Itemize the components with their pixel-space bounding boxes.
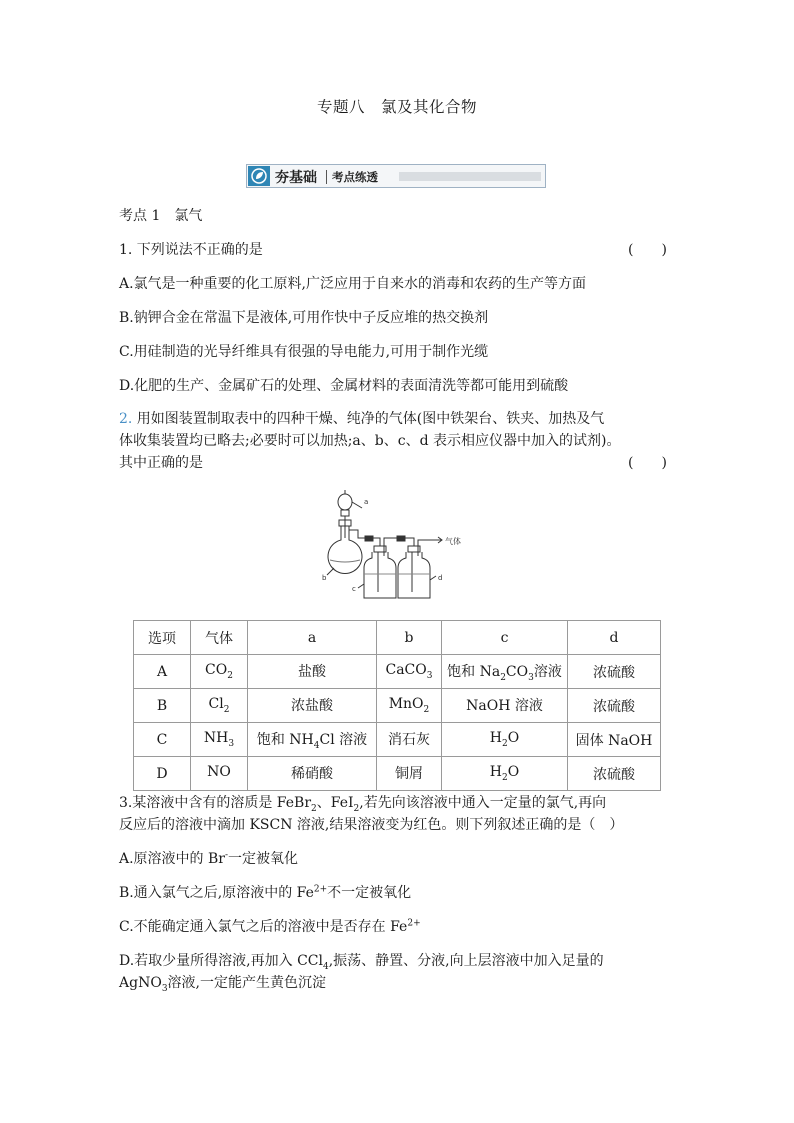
cell-d: 浓硫酸 [568,757,661,791]
label-c: c [352,585,356,593]
banner-bar [399,172,541,181]
q2-stem-line1: 2. 用如图装置制取表中的四种干燥、纯净的气体(图中铁架台、铁夹、加热及气 [119,411,605,427]
label-gas: 气体 [445,537,461,546]
q1-option-c: C.用硅制造的光导纤维具有很强的导电能力,可用于制作光缆 [119,344,489,360]
cell-a: 盐酸 [248,655,377,689]
cell-option: D [134,757,191,791]
header-gas: 气体 [191,621,248,655]
cell-b: MnO$_2$ [377,689,442,723]
cell-a: 饱和 $NH_4Cl$ 溶液 [248,723,377,757]
cell-a: 稀硝酸 [248,757,377,791]
q2-answer-paren: ( ) [628,455,667,471]
cell-option: A [134,655,191,689]
q2-number: 2. [119,411,133,427]
label-d: d [438,574,443,582]
table-row [134,757,661,791]
q2-stem-line3: 其中正确的是 [119,455,203,471]
q3-option-d-line2: AgNO$_3$溶液,一定能产生黄色沉淀 [119,975,326,994]
cell-option: C [134,723,191,757]
table-row [134,689,661,723]
banner-main-label: 夯基础 [275,170,317,186]
gas-washing-bottle-c [364,552,396,598]
section-heading: 考点 1 氯气 [119,208,203,224]
q1-option-b: B.钠钾合金在常温下是液体,可用作快中子反应堆的热交换剂 [119,310,489,326]
q3-option-c: C.不能确定通入氯气之后的溶液中是否存在 $Fe^{2+}$ [119,918,421,935]
q3-stem-line1: 3.某溶液中含有的溶质是 FeBr$_2$、FeI$_2$,若先向该溶液中通入一定量的氯气,再向 [119,795,607,814]
cell-b: 铜屑 [377,757,442,791]
cell-d: 浓硫酸 [568,689,661,723]
cell-gas: $NH_3$ [191,723,248,757]
q3-option-b: B.通入氯气之后,原溶液中的 $Fe^{2+}$不一定被氧化 [119,884,412,901]
cell-option: B [134,689,191,723]
banner-sub-label: 考点练透 [332,170,378,184]
cell-gas: $CO_2$ [191,655,248,689]
label-b: b [322,574,327,582]
cell-gas: NO [191,757,248,791]
q1-option-d: D.化肥的生产、金属矿石的处理、金属材料的表面清洗等都可能用到硫酸 [119,378,569,394]
q1-answer-paren: ( ) [628,242,667,258]
cell-b: CaCO$_3$ [377,655,442,689]
table-header-row [134,621,661,655]
leaf-icon [248,166,270,186]
q3-option-a: A.原溶液中的 Br-一定被氧化 [119,850,299,867]
cell-c: $H_2O$ [442,757,568,791]
q3-option-d-line1: D.若取少量所得溶液,再加入 CCl$_4$,振荡、静置、分液,向上层溶液中加入足量的 [119,953,604,972]
table-row [134,655,661,689]
q1-stem: 1. 下列说法不正确的是 [119,242,263,258]
cell-d: 浓硫酸 [568,655,661,689]
banner-divider [326,170,327,184]
q2-stem-line2: 体收集装置均已略去;必要时可以加热;a、b、c、d 表示相应仪器中加入的试剂)。 [119,433,621,449]
table-row [134,723,661,757]
q3-stem-line2: 反应后的溶液中滴加 KSCN 溶液,结果溶液变为红色。则下列叙述正确的是（ ） [119,817,624,833]
header-option: 选项 [134,621,191,655]
header-c: c [442,621,568,655]
page-title: 专题八 氯及其化合物 [316,98,477,116]
q1-option-a: A.氯气是一种重要的化工原料,广泛应用于自来水的消毒和农药的生产等方面 [119,276,587,292]
section-banner [246,164,546,188]
cell-d: 固体 NaOH [568,723,661,757]
options-table [133,620,661,791]
apparatus-figure [318,488,478,604]
label-a: a [364,498,369,506]
cell-c: NaOH 溶液 [442,689,568,723]
header-b: b [377,621,442,655]
cell-a: 浓盐酸 [248,689,377,723]
cell-c: 饱和 $Na_2CO_3$溶液 [442,655,568,689]
cell-b: 消石灰 [377,723,442,757]
header-a: a [248,621,377,655]
cell-c: $H_2O$ [442,723,568,757]
header-d: d [568,621,661,655]
separatory-funnel [338,494,352,510]
gas-washing-bottle-d [398,552,430,598]
cell-gas: $Cl_2$ [191,689,248,723]
